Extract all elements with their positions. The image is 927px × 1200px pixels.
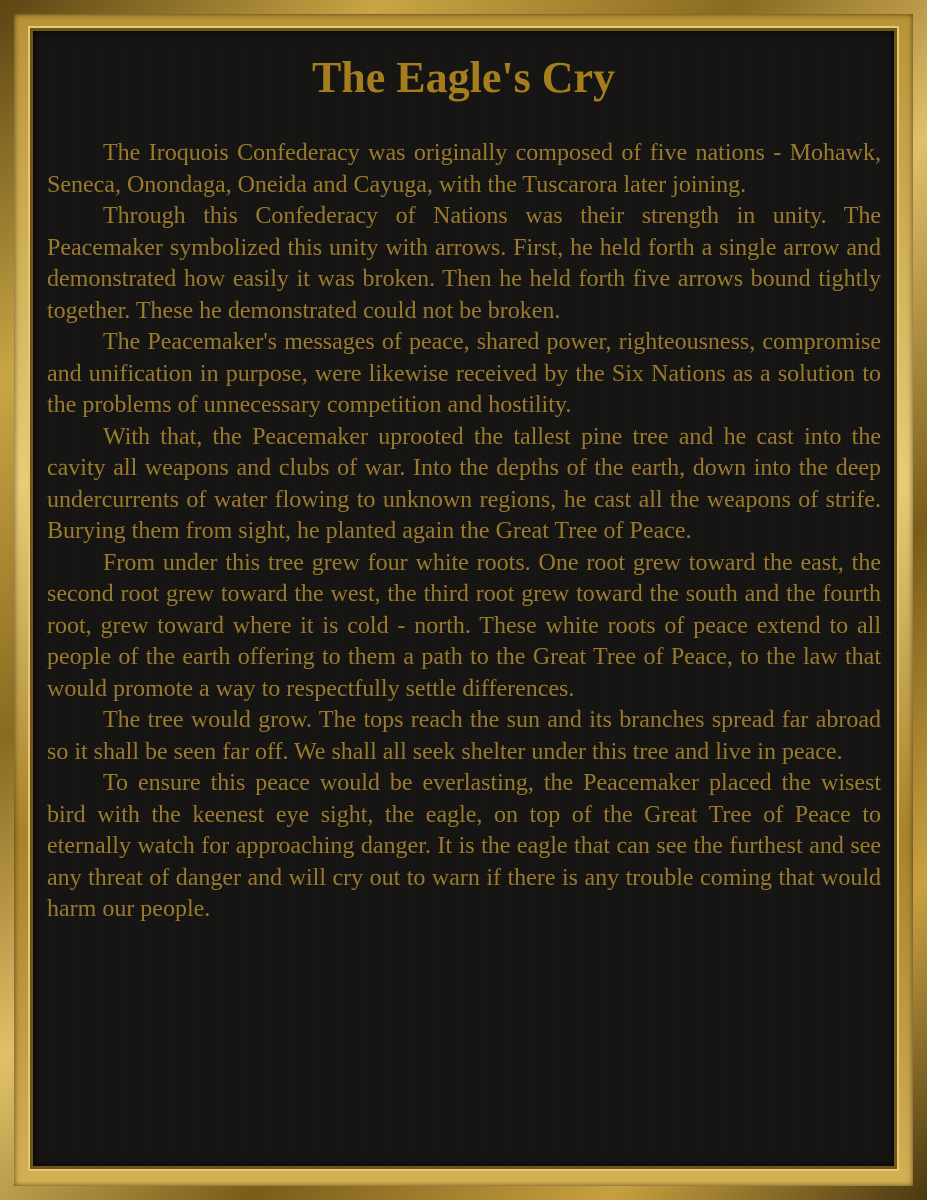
paragraph: The Peacemaker's messages of peace, shared power, righteousness, compromise and unification in purpose, were likewise received by the Six Nations as a solution to the problems of unnecessary competition and hostility. (47, 329, 881, 418)
paragraph: The Iroquois Confederacy was originally composed of five nations - Mohawk, Seneca, Onondaga, Oneida and Cayuga, with the Tuscarora later joining. (47, 140, 881, 198)
plaque-text (47, 138, 881, 926)
paragraph: The tree would grow. The tops reach the sun and its branches spread far abroad so it shall be seen far off. We shall all seek shelter under this tree and live in peace. (47, 707, 881, 765)
paragraph: From under this tree grew four white roots. One root grew toward the east, the second root grew toward the west, the third root grew toward the south and the fourth root, grew toward where it is cold - north. These white roots of peace extend to all people of the earth offering to them a path to the Great Tree of Peace, to the law that would promote a way to respectfully settle differences. (47, 549, 881, 702)
paragraph: With that, the Peacemaker uprooted the tallest pine tree and he cast into the cavity all weapons and clubs of war. Into the depths of the earth, down into the deep undercurrents of water flowing to unknown regions, he cast all the weapons of strife. Burying them from sight, he planted again the Great Tree of Peace. (47, 423, 881, 544)
paragraph: To ensure this peace would be everlasting, the Peacemaker placed the wisest bird with the keenest eye sight, the eagle, on top of the Great Tree of Peace to eternally watch for approaching danger. It is the eagle that can see the furthest and see any threat of danger and will cry out to warn if there is any trouble coming that would harm our people. (47, 770, 881, 922)
page-title: The Eagle's Cry (311, 53, 616, 102)
paragraph: Through this Confederacy of Nations was their strength in unity. The Peacemaker symbolized this unity with arrows. First, he held forth a single arrow and demonstrated how easily it was broken. Then he held forth five arrows bound tightly together. These he demonstrated could not be broken. (47, 203, 881, 324)
